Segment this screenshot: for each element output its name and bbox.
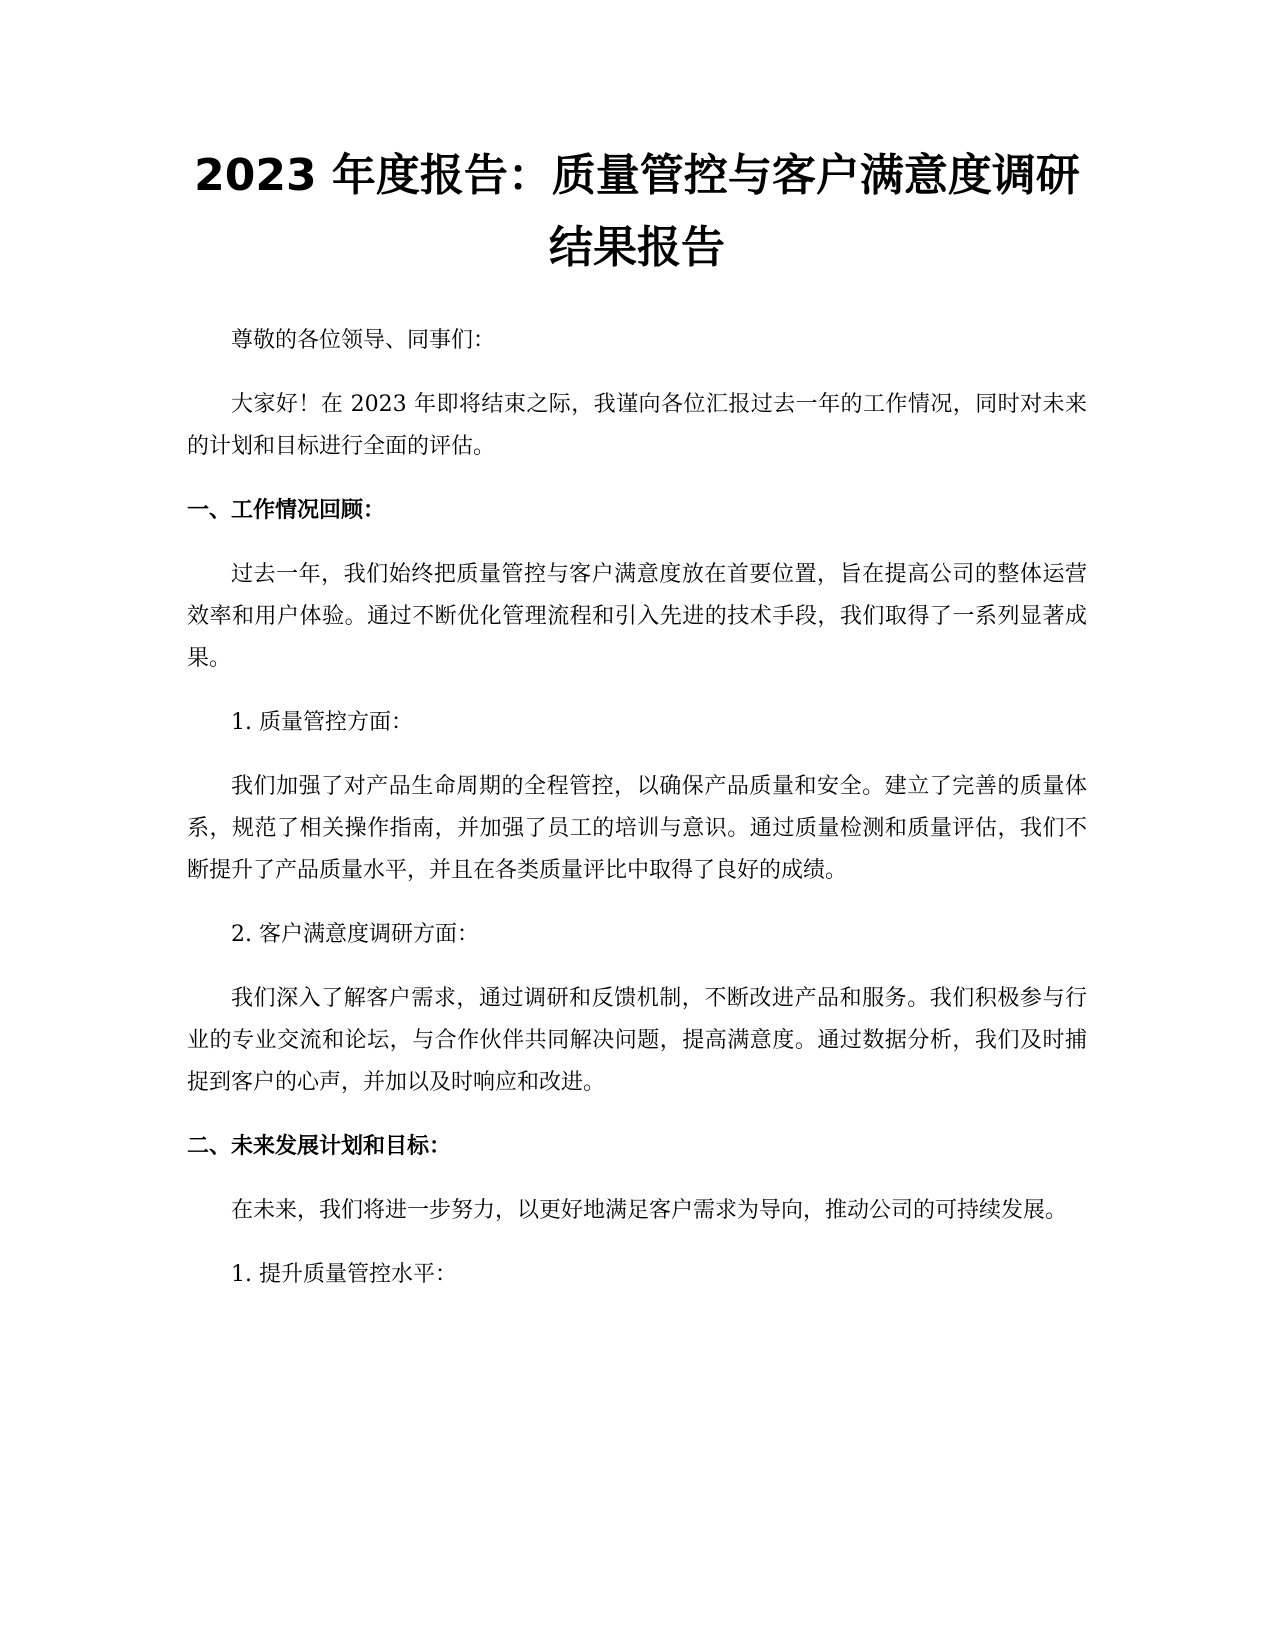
quality-control-label: 1. 质量管控方面：	[231, 710, 413, 735]
spacer	[187, 1232, 1087, 1254]
customer-survey-paragraph: 我们深入了解客户需求，通过调研和反馈机制，不断改进产品和服务。我们积极参与行业的专业交流和论坛，与合作伙伴共同解决问题，提高满意度。通过数据分析，我们及时捕捉到客户的心声，并加以及时响应和改进。	[187, 986, 1087, 1095]
review-paragraph: 过去一年，我们始终把质量管控与客户满意度放在首要位置，旨在提高公司的整体运营效率和用户体验。通过不断优化管理流程和引入先进的技术手段，我们取得了一系列显著成果。	[187, 562, 1087, 671]
spacer	[187, 680, 1087, 702]
spacer	[187, 1168, 1087, 1190]
customer-survey-label: 2. 客户满意度调研方面：	[231, 922, 479, 947]
section-heading-plans: 二、未来发展计划和目标：	[187, 1134, 452, 1159]
spacer	[187, 1104, 1087, 1126]
plans-paragraph: 在未来，我们将进一步努力，以更好地满足客户需求为导向，推动公司的可持续发展。	[231, 1198, 1068, 1223]
section-heading-review: 一、工作情况回顾：	[187, 498, 386, 523]
spacer	[187, 468, 1087, 490]
spacer	[187, 744, 1087, 766]
improve-quality-label: 1. 提升质量管控水平：	[231, 1262, 457, 1287]
spacer	[187, 532, 1087, 554]
spacer	[187, 362, 1087, 384]
spacer	[187, 284, 1087, 320]
intro-paragraph: 大家好！在 2023 年即将结束之际，我谨向各位汇报过去一年的工作情况，同时对未来的计划和目标进行全面的评估。	[187, 392, 1087, 459]
spacer	[187, 892, 1087, 914]
document-title: 2023 年度报告：质量管控与客户满意度调研结果报告	[194, 150, 1080, 273]
greeting: 尊敬的各位领导、同事们：	[231, 328, 496, 353]
quality-control-paragraph: 我们加强了对产品生命周期的全程管控，以确保产品质量和安全。建立了完善的质量体系，规范了相关操作指南，并加强了员工的培训与意识。通过质量检测和质量评估，我们不断提升了产品质量水平，并且在各类质量评比中取得了良好的成绩。	[187, 774, 1087, 883]
spacer	[187, 956, 1087, 978]
document-body	[187, 140, 1087, 1296]
